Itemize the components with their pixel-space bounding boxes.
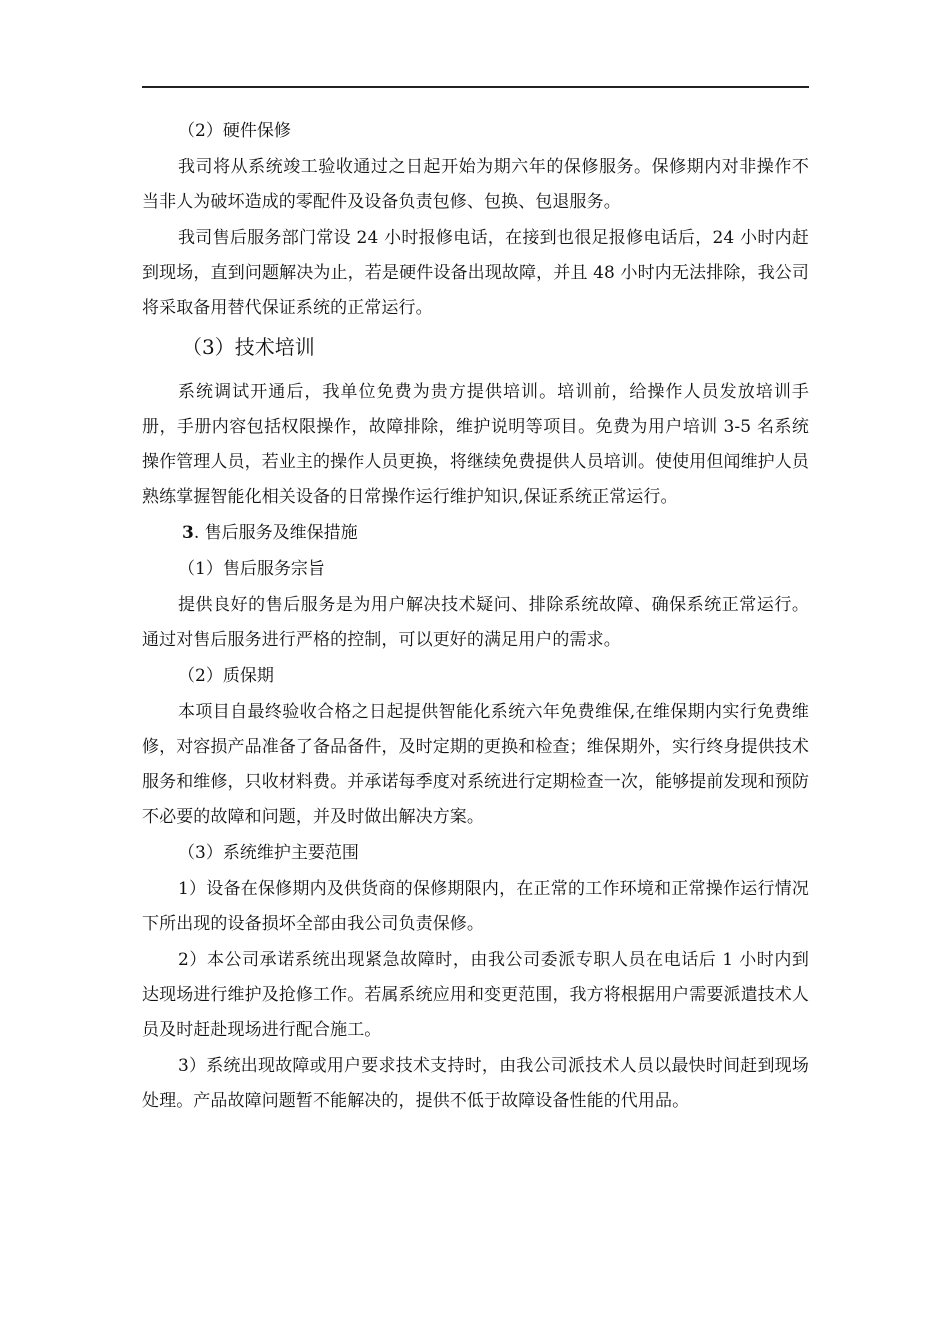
paragraph-hardware-warranty-1: 我司将从系统竣工验收通过之日起开始为期六年的保修服务。保修期内对非操作不当非人为破坏造成的零配件及设备负责包修、包换、包退服务。 (142, 157, 809, 212)
section-heading-after-sales (142, 516, 809, 551)
paragraph-service-purpose: 提供良好的售后服务是为用户解决技术疑问、排除系统故障、确保系统正常运行。通过对售后服务进行严格的控制，可以更好的满足用户的需求。 (142, 595, 809, 650)
heading-service-purpose: （1）售后服务宗旨 (178, 559, 325, 579)
heading-technical-training: （3）技术培训 (182, 335, 315, 359)
heading-maintenance-scope: （3）系统维护主要范围 (178, 843, 359, 863)
paragraph-maintenance-scope-2: 2）本公司承诺系统出现紧急故障时，由我公司委派专职人员在电话后 1 小时内到达现场进行维护及抢修工作。若属系统应用和变更范围，我方将根据用户需要派遣技术人员及时赶赴现场进行配合施工。 (142, 950, 809, 1040)
document-body (142, 114, 809, 1120)
heading-hardware-warranty: （2）硬件保修 (178, 121, 291, 141)
paragraph-warranty-period: 本项目自最终验收合格之日起提供智能化系统六年免费维保,在维保期内实行免费维修，对容损产品准备了备品备件，及时定期的更换和检查；维保期外，实行终身提供技术服务和维修，只收材料费。并承诺每季度对系统进行定期检查一次，能够提前发现和预防不必要的故障和问题，并及时做出解决方案。 (142, 702, 809, 827)
section-title: . 售后服务及维保措施 (193, 523, 358, 543)
heading-warranty-period: （2）质保期 (178, 666, 274, 686)
paragraph-maintenance-scope-1: 1）设备在保修期内及供货商的保修期限内，在正常的工作环境和正常操作运行情况下所出现的设备损坏全部由我公司负责保修。 (142, 879, 809, 934)
paragraph-maintenance-scope-3: 3）系统出现故障或用户要求技术支持时，由我公司派技术人员以最快时间赶到现场处理。产品故障问题暂不能解决的，提供不低于故障设备性能的代用品。 (142, 1056, 809, 1111)
paragraph-hardware-warranty-2: 我司售后服务部门常设 24 小时报修电话，在接到也很足报修电话后，24 小时内赶到现场，直到问题解决为止，若是硬件设备出现故障，并且 48 小时内无法排除，我公司将采取备用替代保证系统的正常运行。 (142, 228, 809, 318)
section-number: 3 (182, 523, 194, 543)
header-rule (142, 86, 809, 88)
paragraph-technical-training: 系统调试开通后，我单位免费为贵方提供培训。培训前，给操作人员发放培训手册，手册内容包括权限操作，故障排除，维护说明等项目。免费为用户培训 3-5 名系统操作管理人员，若业主的操作人员更换，将继续免费提供人员培训。使使用但闻维护人员熟练掌握智能化相关设备的日常操作运行维护知识,保证系统正常运行。 (142, 382, 809, 507)
